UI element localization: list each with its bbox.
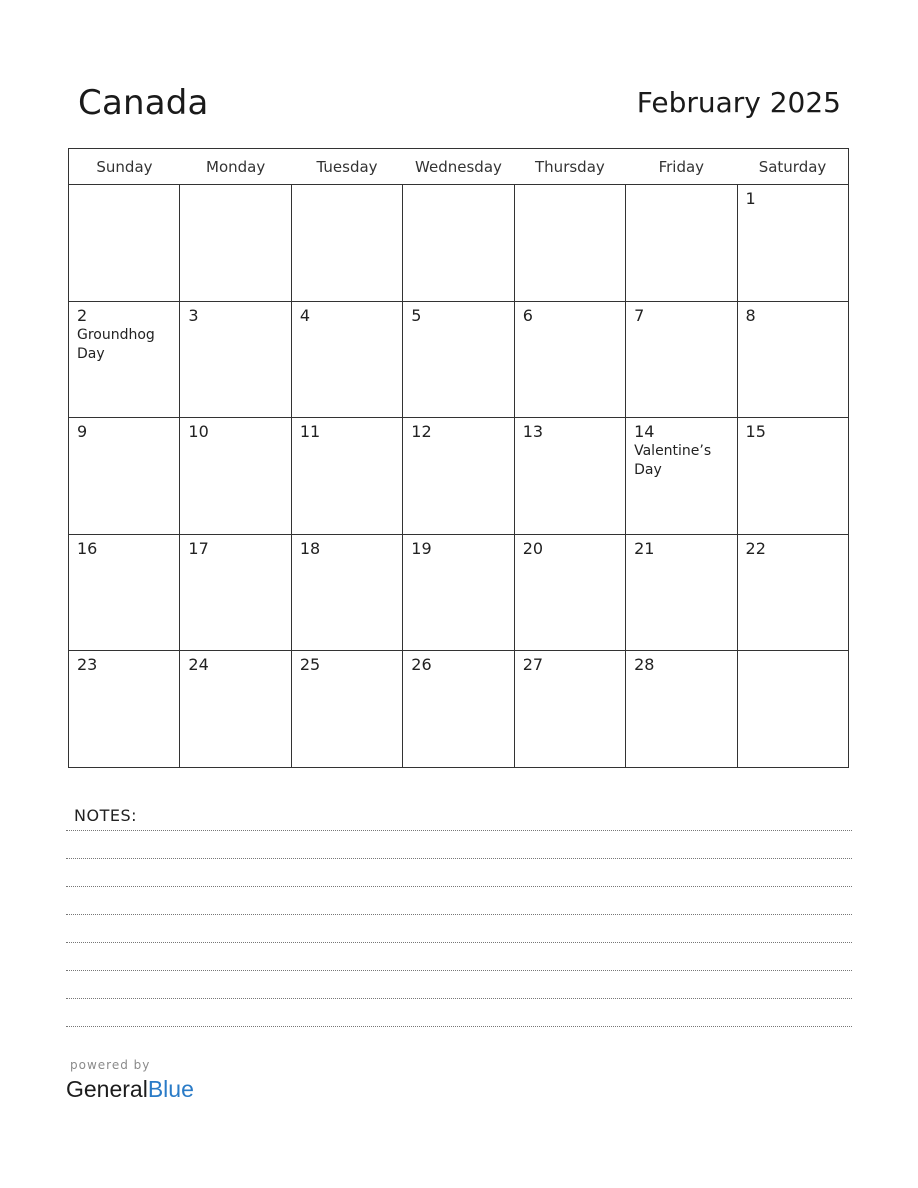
day-number: 10 (188, 422, 209, 442)
day-cell (69, 534, 180, 651)
week-row (69, 651, 849, 768)
logo-general-text: General (66, 1076, 148, 1102)
day-cell (69, 418, 180, 535)
day-number: 18 (299, 538, 321, 558)
day-number: 24 (188, 655, 209, 675)
day-number: 7 (634, 305, 645, 325)
day-number: 11 (299, 422, 321, 442)
day-cell (737, 534, 848, 651)
day-number: 26 (411, 655, 432, 675)
week-row (69, 418, 849, 535)
day-number: 25 (299, 655, 321, 675)
day-cell (626, 418, 737, 535)
day-number: 20 (522, 538, 544, 558)
day-number: 6 (522, 305, 533, 325)
notes-line (66, 886, 852, 887)
day-cell (514, 534, 625, 651)
weekday-header: Wednesday (403, 149, 514, 185)
weekday-header-row (69, 149, 849, 185)
week-row (69, 534, 849, 651)
day-cell (291, 301, 402, 418)
generalblue-logo (66, 1074, 194, 1104)
day-cell (626, 185, 737, 302)
day-number: 21 (634, 538, 655, 558)
day-cell (180, 185, 291, 302)
day-cell (291, 418, 402, 535)
weekday-header: Saturday (737, 149, 848, 185)
day-number: 19 (411, 538, 432, 558)
day-number: 9 (77, 422, 88, 442)
day-cell (180, 534, 291, 651)
day-number: 23 (77, 655, 98, 675)
day-cell (69, 185, 180, 302)
day-cell (180, 418, 291, 535)
weekday-header: Thursday (514, 149, 625, 185)
day-cell (514, 185, 625, 302)
day-cell (737, 301, 848, 418)
day-cell (180, 301, 291, 418)
day-cell (403, 534, 514, 651)
day-number: 12 (411, 422, 432, 442)
notes-line (66, 858, 852, 859)
day-cell (291, 185, 402, 302)
week-row (69, 301, 849, 418)
day-cell (626, 301, 737, 418)
day-number: 5 (411, 305, 422, 325)
day-number: 27 (522, 655, 544, 675)
weekday-header: Friday (626, 149, 737, 185)
day-cell (737, 185, 848, 302)
day-cell (69, 301, 180, 418)
day-cell (180, 651, 291, 768)
day-number: 17 (188, 538, 209, 558)
holiday-label: Groundhog Day (77, 326, 155, 362)
weekday-header: Sunday (69, 149, 180, 185)
day-number: 1 (745, 189, 756, 209)
day-number: 8 (745, 305, 756, 325)
day-number: 13 (522, 422, 544, 442)
notes-label: NOTES: (74, 806, 137, 825)
notes-line (66, 970, 852, 971)
day-cell (626, 534, 737, 651)
notes-line (66, 942, 852, 943)
country-title: Canada (78, 83, 209, 123)
calendar-grid (68, 148, 849, 768)
day-cell (403, 418, 514, 535)
day-cell (514, 301, 625, 418)
day-cell (403, 651, 514, 768)
day-number: 3 (188, 305, 199, 325)
holiday-label: Valentine’s Day (634, 443, 712, 479)
day-cell (403, 301, 514, 418)
day-number: 14 (634, 422, 655, 442)
day-cell (514, 418, 625, 535)
day-number: 2 (77, 305, 88, 325)
day-cell (291, 534, 402, 651)
day-cell (737, 418, 848, 535)
notes-lines (66, 830, 852, 1054)
day-cell (626, 651, 737, 768)
notes-line (66, 1026, 852, 1027)
weekday-header: Monday (180, 149, 291, 185)
day-cell (403, 185, 514, 302)
logo-blue-text: Blue (147, 1076, 194, 1102)
month-year-title: February 2025 (636, 86, 841, 119)
day-number: 15 (745, 422, 766, 442)
day-cell (69, 651, 180, 768)
weekday-header: Tuesday (291, 149, 402, 185)
day-cell (737, 651, 848, 768)
day-number: 22 (745, 538, 766, 558)
day-number: 16 (77, 538, 98, 558)
day-cell (291, 651, 402, 768)
day-cell (514, 651, 625, 768)
notes-line (66, 830, 852, 831)
notes-line (66, 998, 852, 999)
day-number: 28 (634, 655, 655, 675)
day-number: 4 (299, 305, 311, 325)
powered-by-text: powered by (70, 1058, 151, 1072)
week-row (69, 185, 849, 302)
notes-line (66, 914, 852, 915)
